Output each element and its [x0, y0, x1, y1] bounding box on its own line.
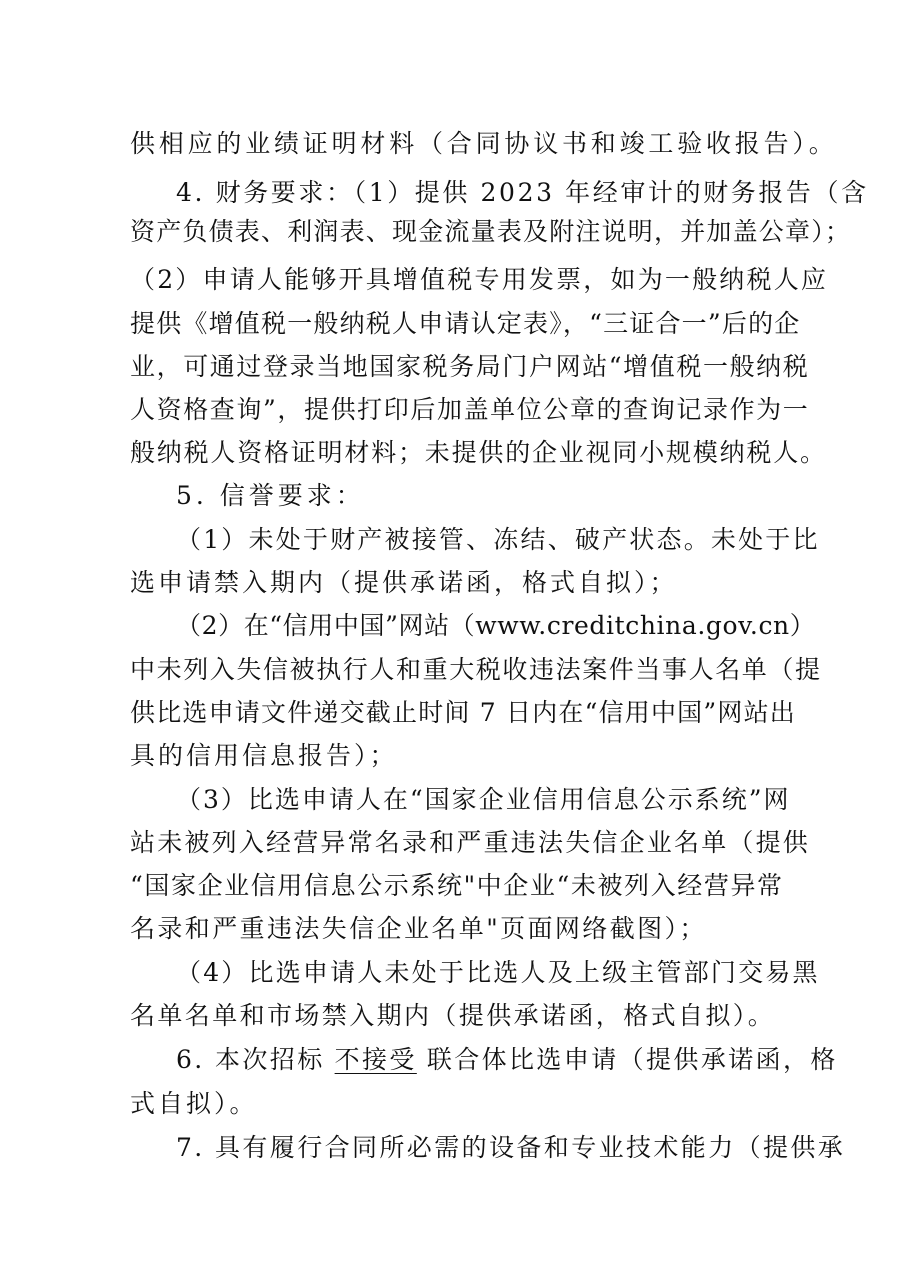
text-line-4: （2）申请人能够开具增值税专用发票，如为一般纳税人应: [130, 265, 829, 294]
text-line-14: 供比选申请文件递交截止时间 7 日内在“信用中国”网站出: [130, 698, 796, 727]
text-line-10: （1）未处于财产被接管、冻结、破产状态。未处于比: [176, 525, 820, 554]
line-22-suffix: 联合体比选申请（提供承诺函，格: [426, 1045, 838, 1074]
text-line-19: 名录和严重违法失信企业名单"页面网络截图）；: [130, 914, 707, 943]
line-22-prefix: 6. 本次招标: [176, 1045, 325, 1074]
text-line-23: 式自拟）。: [130, 1089, 258, 1118]
text-line-18: “国家企业信用信息公示系统"中企业“未被列入经营异常: [130, 871, 784, 900]
text-line-3: 资产负债表、利润表、现金流量表及附注说明，并加盖公章）；: [130, 217, 852, 246]
text-line-17: 站未被列入经营异常名录和严重违法失信企业名单（提供: [130, 828, 811, 857]
text-line-12: （2）在“信用中国”网站（www.creditchina.gov.cn）: [176, 611, 816, 640]
text-line-22: [176, 1043, 838, 1077]
text-line-1: 供相应的业绩证明材料（合同协议书和竣工验收报告）。: [130, 129, 838, 158]
text-line-2: 4. 财务要求：（1）提供 2023 年经审计的财务报告（含: [176, 178, 869, 207]
text-line-8: 般纳税人资格证明材料；未提供的企业视同小规模纳税人。: [130, 438, 827, 467]
underlined-answer: 不接受: [334, 1045, 417, 1074]
text-line-5: 提供《增值税一般纳税人申请认定表》，“三证合一”后的企: [130, 309, 801, 338]
text-line-20: （4）比选申请人未处于比选人及上级主管部门交易黑: [176, 958, 820, 987]
text-line-24: 7. 具有履行合同所必需的设备和专业技术能力（提供承: [176, 1133, 846, 1162]
text-line-9: 5. 信誉要求：: [176, 481, 365, 510]
text-line-7: 人资格查询”，提供打印后加盖单位公章的查询记录作为一: [130, 395, 810, 424]
text-line-15: 具的信用信息报告）；: [130, 741, 398, 770]
text-line-6: 业，可通过登录当地国家税务局门户网站“增值税一般纳税: [130, 352, 810, 381]
text-line-11: 选申请禁入期内（提供承诺函，格式自拟）；: [130, 568, 678, 597]
text-line-16: （3）比选申请人在“国家企业信用信息公示系统”网: [176, 785, 791, 814]
text-line-21: 名单名单和市场禁入期内（提供承诺函，格式自拟）。: [130, 1001, 776, 1030]
text-line-13: 中未列入失信被执行人和重大税收违法案件当事人名单（提: [130, 655, 822, 684]
